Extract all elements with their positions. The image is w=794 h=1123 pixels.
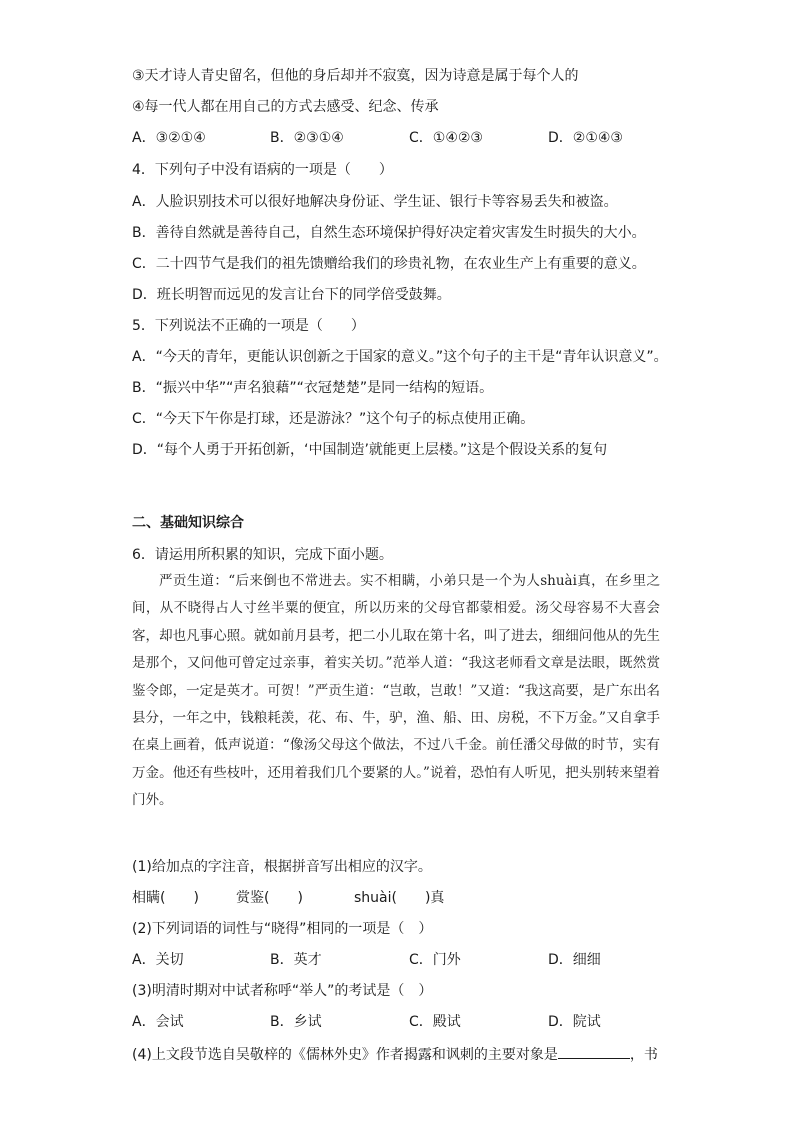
q5-option-a: A．“今天的青年，更能认识创新之于国家的意义。”这个句子的主干是“青年认识意义”。 — [132, 349, 668, 365]
sub2-option-c: C．门外 — [409, 952, 461, 968]
sub2-option-a: A．关切 — [132, 952, 184, 968]
sub2-option-d: D．细细 — [548, 952, 601, 968]
q3-option-d: D．②①④③ — [548, 130, 623, 146]
sub3-option-d: D．院试 — [548, 1014, 601, 1030]
q4-option-a: A．人脸识别技术可以很好地解决身份证、学生证、银行卡等容易丢失和被盗。 — [132, 194, 618, 210]
sub3-option-b: B．乡试 — [270, 1014, 322, 1030]
q6-stem: 6．请运用所积累的知识，完成下面小题。 — [132, 547, 393, 563]
ordering-sentence-4: ④每一代人都在用自己的方式去感受、纪念、传承 — [132, 99, 439, 115]
q3-option-b: B．②③①④ — [270, 130, 344, 146]
q5-stem: 5．下列说法不正确的一项是（ ） — [132, 318, 365, 334]
sub2-option-b: B．英才 — [270, 952, 322, 968]
sub-question-3: (3)明清时期对中试者称呼“举人”的考试是（ ） — [132, 983, 433, 999]
q4-option-d: D．班长明智而远见的发言让台下的同学倍受鼓舞。 — [132, 287, 451, 303]
q5-option-b: B．“振兴中华”“声名狼藉”“衣冠楚楚”是同一结构的短语。 — [132, 380, 494, 396]
q5-option-c: C．“今天下午你是打球，还是游泳？”这个句子的标点使用正确。 — [132, 411, 535, 427]
answer-blank[interactable] — [558, 1044, 630, 1059]
sub3-option-a: A．会试 — [132, 1014, 184, 1030]
q5-option-d: D．“每个人勇于开拓创新，‘中国制造’就能更上层楼。”这是个假设关系的复句 — [132, 442, 608, 458]
sub-question-4 — [132, 1044, 658, 1064]
sub-question-2: (2)下列词语的词性与“晓得”相同的一项是（ ） — [132, 921, 433, 937]
q4-option-b: B．善待自然就是善待自己，自然生态环境保护得好决定着灾害发生时损失的大小。 — [132, 225, 646, 241]
q4-stem: 4．下列句子中没有语病的一项是（ ） — [132, 162, 393, 178]
sub3-option-c: C．殿试 — [409, 1014, 461, 1030]
ordering-sentence-3: ③天才诗人青史留名，但他的身后却并不寂寞，因为诗意是属于每个人的 — [132, 68, 579, 84]
sub1-item-2: 赏鉴( ) — [236, 890, 303, 906]
sub4-text-end: ，书 — [629, 1047, 658, 1063]
sub1-item-3: shuài( )真 — [354, 890, 445, 906]
sub-question-1: (1)给加点的字注音，根据拼音写出相应的汉字。 — [132, 859, 432, 875]
section-heading: 二、基础知识综合 — [132, 515, 244, 531]
sub1-item-1: 相瞒( ) — [132, 890, 199, 906]
q3-option-a: A．③②①④ — [132, 130, 206, 146]
reading-passage: 严贡生道：“后来倒也不常进去。实不相瞒，小弟只是一个为人shuài真，在乡里之间，从不晓得占人寸丝半粟的便宜，所以历来的父母官都蒙相爱。汤父母容易不大喜会客，却也凡事心照。就如前月县考，把二小儿取在第十名，叫了进去，细细问他从的先生是那个，又问他可曾定过亲事，着实关切。”范举人道：“我这老师看文章是法眼，既然赏鉴令郎，一定是英才。可贺！”严贡生道：“岂敢，岂敢！”又道：“我这高要，是广东出名县分，一年之中，钱粮耗羡，花、布、牛，驴，渔、船、田、房税，不下万金。”又自拿手在桌上画着，低声说道：“像汤父母这个做法，不过八千金。前任潘父母做的时节，实有万金。他还有些枝叶，还用着我们几个要紧的人。”说着，恐怕有人听见，把头别转来望着门外。 — [132, 573, 660, 809]
q4-option-c: C．二十四节气是我们的祖先馈赠给我们的珍贵礼物，在农业生产上有重要的意义。 — [132, 256, 646, 272]
sub4-text: (4)上文段节选自吴敬梓的《儒林外史》作者揭露和讽刺的主要对象是 — [132, 1047, 558, 1063]
q3-option-c: C．①④②③ — [409, 130, 483, 146]
